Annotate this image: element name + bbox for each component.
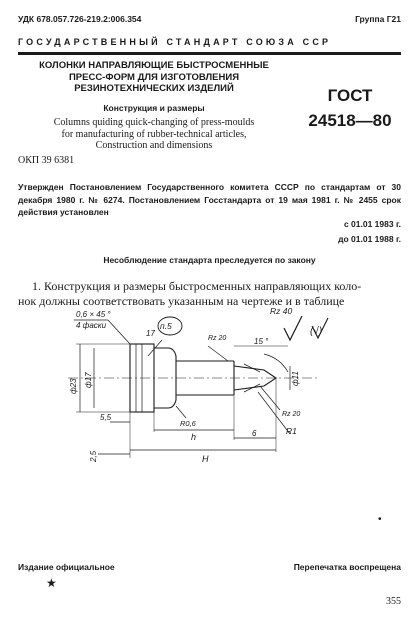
dim-h-label: h — [191, 432, 197, 442]
okp-code: ОКП 39 6381 — [18, 155, 75, 166]
dim-rz20-bottom-label: Rz 20 — [282, 411, 301, 418]
state-standard-header: ГОСУДАРСТВЕННЫЙ СТАНДАРТ СОЮЗА ССР — [18, 37, 332, 47]
page-number: 355 — [386, 596, 401, 607]
title-line-2: ПРЕСС-ФОРМ ДЛЯ ИЗГОТОВЛЕНИЯ — [68, 71, 240, 83]
dim-5-5-label: 5,5 — [100, 413, 112, 422]
paragraph-1-line-1: 1. Конструкция и размеры быстросменных направляющих коло- — [32, 279, 362, 293]
dim-17-label: 17 — [146, 329, 155, 338]
dim-rz20-top-label: Rz 20 — [208, 335, 227, 342]
dim-6-label: 6 — [252, 429, 257, 438]
star-icon: ★ — [46, 576, 57, 590]
english-title-line-3: Construction and dimensions — [95, 140, 213, 151]
roughness-general-label: (√) — [310, 326, 323, 337]
title-line-1: КОЛОНКИ НАПРАВЛЯЮЩИЕ БЫСТРОСМЕННЫЕ — [39, 60, 269, 71]
english-title-line-1: Columns quiding quick-changing of press-moulds — [53, 117, 255, 128]
valid-from-date: с 01.01 1983 г. — [343, 219, 401, 229]
title-line-3: РЕЗИНОТЕХНИЧЕСКИХ ИЗДЕЛИЙ — [74, 83, 234, 94]
dim-2-5-label: 2,5 — [89, 450, 98, 462]
paragraph-1-line-2: нок должны соответствовать указанным на чертеже и в таблице — [18, 294, 345, 308]
dim-r0-6-label: R0,6 — [180, 419, 196, 428]
gost-number: 24518—80 — [308, 111, 392, 130]
roughness-main-label: Rz 40 — [270, 306, 293, 316]
dim-H-label: H — [202, 454, 209, 464]
dim-r1-label: R1 — [286, 426, 297, 436]
roughness-check-icon — [284, 316, 302, 340]
ref-p5-label: п.5 — [160, 321, 172, 331]
header-rule — [18, 52, 401, 55]
group-code: Группа Г21 — [355, 14, 401, 24]
udk-code: УДК 678.057.726-219.2:006.354 — [18, 14, 142, 24]
dim-phi17-label: ф17 — [84, 372, 93, 388]
dim-phi11-label: ф11 — [291, 371, 300, 386]
gost-label: ГОСТ — [327, 86, 373, 105]
chamfer-count-label: 4 фаски — [76, 321, 107, 330]
official-edition: Издание официальное — [18, 562, 115, 572]
document-subtitle: Конструкция и размеры — [103, 103, 205, 113]
prosecution-notice: Несоблюдение стандарта преследуется по закону — [103, 255, 316, 265]
technical-drawing — [58, 306, 388, 466]
english-title-line-2: for manufacturing of rubber-technical articles, — [61, 128, 247, 140]
dim-phi23-label: ф23 — [69, 378, 78, 394]
chamfer-label: 0,6 × 45 ° — [76, 310, 111, 319]
document-title — [18, 60, 290, 95]
stray-dot: • — [378, 514, 382, 525]
valid-to-date: до 01.01 1988 г. — [338, 234, 401, 244]
english-title — [18, 117, 290, 152]
reprint-prohibited: Перепечатка воспрещена — [293, 562, 401, 572]
approval-text: Утвержден Постановлением Государственного комитета СССР по стандартам от 30 декабря 1980 г. № 6274. Постановлением Госстандарта от 19 мая 1981 г. № 2455 срок действия установлен — [18, 182, 401, 217]
angle-label: 15 ° — [254, 337, 269, 346]
